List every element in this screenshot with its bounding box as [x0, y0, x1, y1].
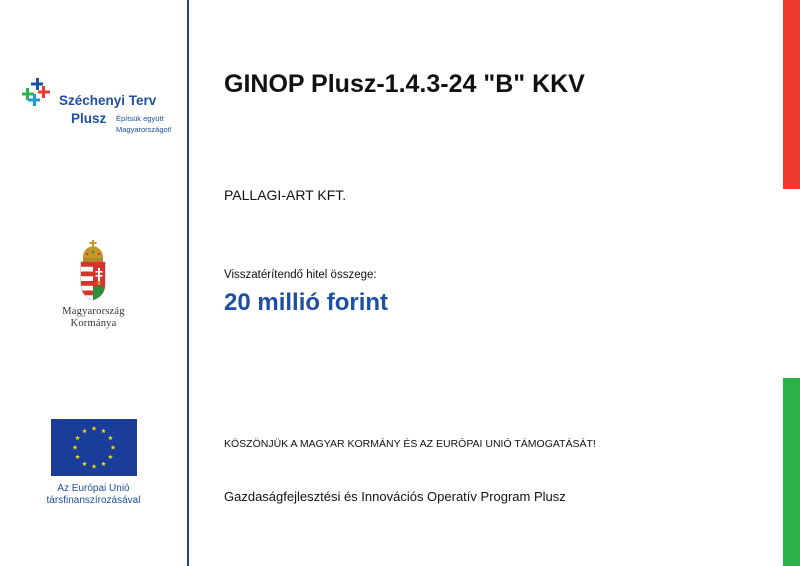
- hungarian-flag-red-stripe: [783, 0, 800, 189]
- company-name: PALLAGI-ART KFT.: [224, 187, 347, 203]
- hungarian-flag-white-stripe: [783, 189, 800, 378]
- loan-amount-value: 20 millió forint: [224, 289, 389, 316]
- eu-text-line2: társfinanszírozásával: [46, 495, 141, 506]
- hungarian-flag-green-stripe: [783, 378, 800, 566]
- hungarian-coat-of-arms-icon: [78, 240, 108, 302]
- loan-amount-label: Visszatérítendő hitel összege:: [224, 269, 377, 281]
- eu-text-line1: Az Európai Unió: [57, 483, 130, 494]
- eu-flag-icon: [51, 419, 137, 476]
- government-name-line2: Kormánya: [70, 318, 117, 329]
- szechenyi-tagline-2: Magyarországot!: [116, 125, 172, 134]
- szechenyi-tagline-1: Építsük együtt: [116, 114, 164, 123]
- szechenyi-logo: [22, 74, 172, 138]
- government-name-line1: Magyarország: [62, 306, 125, 317]
- logo-sidebar: [0, 0, 187, 566]
- szechenyi-title: Széchenyi Terv: [59, 93, 157, 108]
- sidebar-divider: [187, 0, 189, 566]
- program-name: Gazdaságfejlesztési és Innovációs Operatív Program Plusz: [224, 489, 566, 504]
- project-title: GINOP Plusz-1.4.3-24 "B" KKV: [224, 70, 585, 98]
- thanks-message: KÖSZÖNJÜK A MAGYAR KORMÁNY ÉS AZ EURÓPAI UNIÓ TÁMOGATÁSÁT!: [224, 438, 596, 450]
- szechenyi-plusz: Plusz: [71, 111, 107, 126]
- szechenyi-plus-icon: [22, 74, 58, 110]
